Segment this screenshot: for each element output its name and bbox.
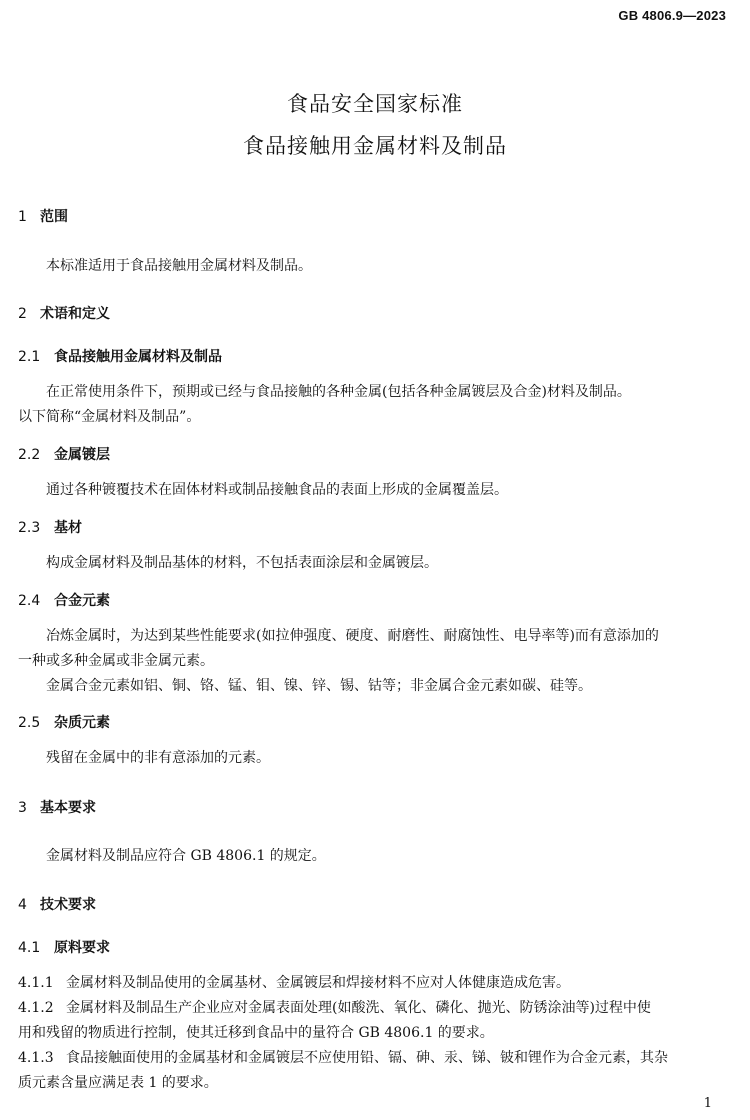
section-2-1-heading [18, 346, 222, 366]
clause-number: 4.1.2 [18, 1000, 54, 1016]
section-title: 范围 [40, 209, 68, 225]
section-number: 2 [18, 306, 27, 322]
section-number: 2.3 [18, 520, 41, 536]
section-2-1-line1: 在正常使用条件下，预期或已经与食品接触的各种金属(包括各种金属镀层及合金)材料及制品。 [46, 384, 631, 400]
clause-4-1-3-line2: 质元素含量应满足表 1 的要求。 [18, 1075, 218, 1091]
section-2-heading [18, 303, 110, 323]
section-title: 基本要求 [40, 800, 96, 816]
section-title: 基材 [54, 520, 82, 536]
clause-4-1-3-line1 [18, 1046, 668, 1070]
clause-4-1-2-line1 [18, 996, 651, 1020]
section-title: 术语和定义 [40, 306, 110, 322]
section-number: 2.1 [18, 349, 41, 365]
section-title: 合金元素 [54, 593, 110, 609]
clause-number: 4.1.3 [18, 1050, 54, 1066]
section-2-4-line1: 冶炼金属时，为达到某些性能要求(如拉伸强度、硬度、耐磨性、耐腐蚀性、电导率等)而有意添加的 [46, 628, 659, 644]
section-2-2-text: 通过各种镀覆技术在固体材料或制品接触食品的表面上形成的金属覆盖层。 [46, 482, 508, 498]
page-number: 1 [703, 1096, 712, 1111]
document-title-line1: 食品安全国家标准 [287, 92, 463, 116]
section-number: 2.2 [18, 447, 41, 463]
clause-number: 4.1.1 [18, 975, 54, 991]
section-title: 原料要求 [54, 940, 110, 956]
section-2-5-text: 残留在金属中的非有意添加的元素。 [46, 750, 270, 766]
section-number: 4.1 [18, 940, 41, 956]
section-2-4-line3: 金属合金元素如铝、铜、铬、锰、钼、镍、锌、锡、钴等；非金属合金元素如碳、硅等。 [46, 678, 592, 694]
section-2-3-text: 构成金属材料及制品基体的材料，不包括表面涂层和金属镀层。 [46, 555, 438, 571]
section-2-4-heading [18, 590, 110, 610]
section-2-3-heading [18, 517, 82, 537]
section-1-text: 本标准适用于食品接触用金属材料及制品。 [46, 258, 312, 274]
section-1-heading [18, 206, 68, 226]
section-3-heading [18, 797, 96, 817]
section-2-4-line2: 一种或多种金属或非金属元素。 [18, 653, 214, 669]
clause-text: 食品接触面使用的金属基材和金属镀层不应使用铅、镉、砷、汞、锑、铍和锂作为合金元素，其杂 [66, 1050, 668, 1066]
section-title: 技术要求 [40, 897, 96, 913]
standard-number: GB 4806.9—2023 [618, 8, 726, 23]
section-title: 金属镀层 [54, 447, 110, 463]
clause-4-1-2-line2: 用和残留的物质进行控制，使其迁移到食品中的量符合 GB 4806.1 的要求。 [18, 1025, 494, 1041]
clause-text: 金属材料及制品生产企业应对金属表面处理(如酸洗、氧化、磷化、抛光、防锈涂油等)过程中使 [66, 1000, 651, 1016]
section-3-text: 金属材料及制品应符合 GB 4806.1 的规定。 [46, 848, 326, 864]
section-4-1-heading [18, 937, 110, 957]
section-number: 2.4 [18, 593, 41, 609]
section-2-5-heading [18, 712, 110, 732]
clause-4-1-1 [18, 971, 570, 995]
section-number: 1 [18, 209, 27, 225]
section-2-1-line2: 以下简称“金属材料及制品”。 [18, 409, 201, 425]
section-number: 2.5 [18, 715, 41, 731]
clause-text: 金属材料及制品使用的金属基材、金属镀层和焊接材料不应对人体健康造成危害。 [66, 975, 570, 991]
section-number: 4 [18, 897, 27, 913]
section-number: 3 [18, 800, 27, 816]
section-2-2-heading [18, 444, 110, 464]
section-title: 杂质元素 [54, 715, 110, 731]
section-4-heading [18, 894, 96, 914]
document-title-line2: 食品接触用金属材料及制品 [243, 134, 507, 158]
section-title: 食品接触用金属材料及制品 [54, 349, 222, 365]
